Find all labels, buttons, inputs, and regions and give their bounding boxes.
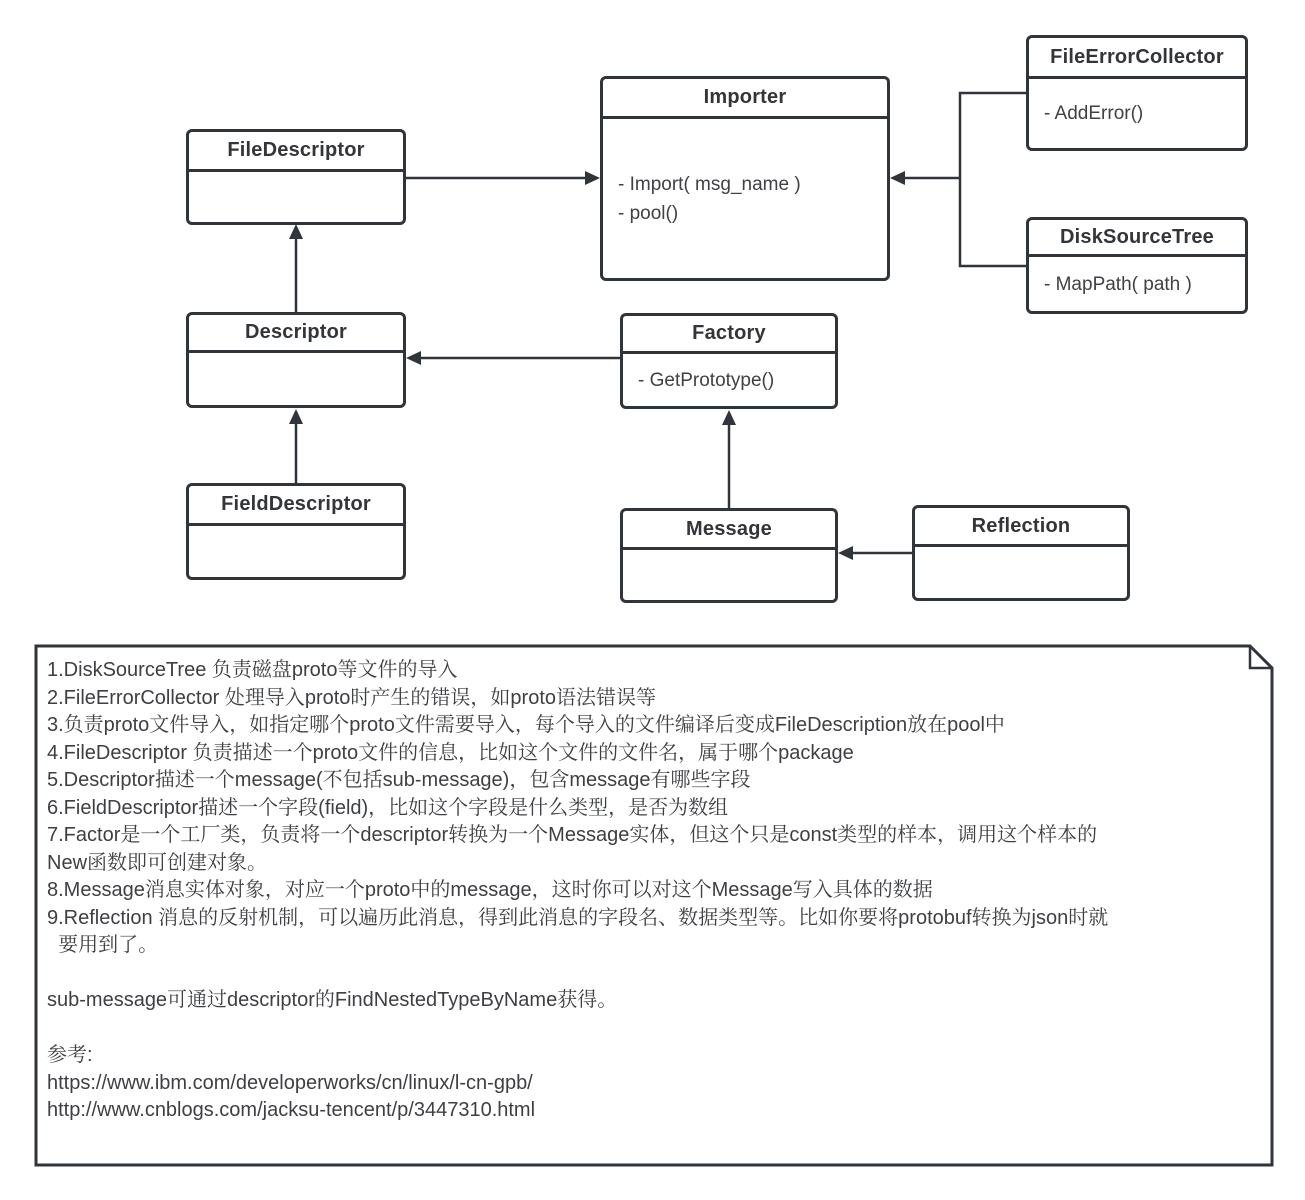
class-title: Factory — [623, 316, 835, 354]
class-body — [915, 547, 1127, 598]
note-line: https://www.ibm.com/developerworks/cn/linux/l-cn-gpb/ — [47, 1071, 533, 1094]
class-attribute: - MapPath( path ) — [1044, 273, 1192, 295]
class-box-reflection — [912, 505, 1130, 601]
note-line: 8.Message消息实体对象，对应一个proto中的message，这时你可以对这个Message写入具体的数据 — [47, 879, 933, 901]
class-body — [623, 354, 835, 406]
class-attribute: - AddError() — [1044, 103, 1144, 124]
note-line: New函数即可创建对象。 — [47, 851, 268, 874]
note-line: 6.FieldDescriptor描述一个字段(field)，比如这个字段是什么类型，是否为数组 — [47, 796, 729, 819]
class-body — [189, 353, 403, 405]
class-title: FileDescriptor — [189, 132, 403, 172]
class-title: FieldDescriptor — [189, 486, 403, 526]
connector-descriptor-to-filedescriptor — [289, 224, 303, 312]
note-line — [47, 960, 1265, 988]
arrowhead-icon — [406, 351, 421, 365]
arrowhead-icon — [722, 410, 736, 425]
class-body — [189, 526, 403, 577]
connector-filedescriptor-to-importer — [406, 171, 600, 185]
class-box-message — [620, 508, 838, 603]
arrowhead-icon — [890, 171, 905, 185]
note-line: 5.Descriptor描述一个message(不包括sub-message)，包含message有哪些字段 — [47, 769, 751, 791]
connector-fielddescriptor-to-descriptor — [289, 409, 303, 483]
note-line: http://www.cnblogs.com/jacksu-tencent/p/3447310.html — [47, 1099, 536, 1121]
note-line: 参考: — [47, 1044, 93, 1066]
class-attribute: - pool() — [618, 202, 679, 224]
note-line: sub-message可通过descriptor的FindNestedTypeByName获得。 — [47, 989, 618, 1011]
class-box-file-descriptor — [186, 129, 406, 225]
arrowhead-icon — [289, 224, 303, 239]
class-title: Importer — [603, 79, 887, 119]
class-title: Descriptor — [189, 315, 403, 353]
class-body — [623, 550, 835, 600]
class-box-field-descriptor — [186, 483, 406, 580]
class-body — [603, 119, 887, 278]
note-line: 要用到了。 — [47, 934, 159, 956]
class-attribute: - Import( msg_name ) — [618, 173, 801, 195]
note-line: 4.FileDescriptor 负责描述一个proto文件的信息，比如这个文件的文件名，属于哪个package — [47, 741, 854, 764]
note-line: 7.Factor是一个工厂类，负责将一个descriptor转换为一个Message实体，但这个只是const类型的样本，调用这个样本的 — [47, 824, 1098, 846]
connector-message-to-factory — [722, 410, 736, 508]
class-box-disk-source-tree — [1026, 217, 1248, 314]
connector-collectors-to-importer — [890, 93, 1026, 266]
class-body — [189, 172, 403, 222]
class-box-file-error-collector — [1026, 35, 1248, 151]
note-line: 1.DiskSourceTree 负责磁盘proto等文件的导入 — [47, 659, 458, 681]
class-box-importer — [600, 76, 890, 281]
class-title: Reflection — [915, 508, 1127, 547]
note-line — [47, 1015, 1265, 1043]
class-attribute: - GetPrototype() — [638, 369, 775, 391]
class-body — [1029, 257, 1245, 311]
note-line: 3.负责proto文件导入，如指定哪个proto文件需要导入，每个导入的文件编译后变成FileDescription放在pool中 — [47, 714, 1005, 736]
connector-reflection-to-message — [838, 546, 912, 560]
class-box-factory — [620, 313, 838, 409]
class-box-descriptor — [186, 312, 406, 408]
class-body — [1029, 79, 1245, 148]
class-title: DiskSourceTree — [1029, 220, 1245, 257]
note-line: 2.FileErrorCollector 处理导入proto时产生的错误，如proto语法错误等 — [47, 686, 656, 709]
arrowhead-icon — [289, 409, 303, 424]
connector-factory-to-descriptor — [406, 351, 620, 365]
class-title: FileErrorCollector — [1029, 38, 1245, 79]
arrowhead-icon — [585, 171, 600, 185]
arrowhead-icon — [838, 546, 853, 560]
note-text-block — [47, 657, 1265, 1125]
note-line: 9.Reflection 消息的反射机制，可以遍历此消息，得到此消息的字段名、数据类型等。比如你要将protobuf转换为json时就 — [47, 906, 1109, 929]
class-title: Message — [623, 511, 835, 550]
